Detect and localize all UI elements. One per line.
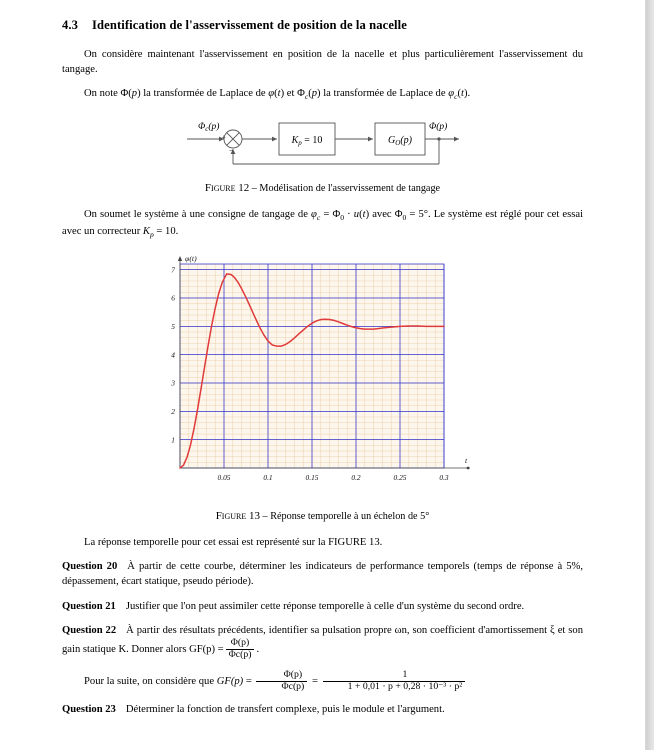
y-axis-arrow <box>177 256 181 261</box>
caption-figure13-text: Réponse temporelle à un échelon de 5° <box>270 510 430 522</box>
q22-fraction-denominator: Φc(p) <box>226 649 255 661</box>
y-tick-label: 2 <box>170 406 175 416</box>
paragraph-consigne: On soumet le système à une consigne de tangage de $\varphi_c = \Phi_0 \cdot u(t)$ avec $\Phi_0 = 5^\circ$. Le système est réglé pour cet essai avec un correcteur $K_p = 10$. <box>62 208 584 240</box>
question-21-label: Question 21 <box>62 600 116 612</box>
y-tick-label: 7 <box>170 265 175 275</box>
arrow-to-go <box>368 137 373 142</box>
x-tick-label: 0.05 <box>217 472 230 482</box>
question-23-label: Question 23 <box>62 703 116 715</box>
x-tick-label: 0.1 <box>262 472 273 482</box>
block-diagram-svg <box>173 113 473 175</box>
x-tick-label: 0.15 <box>305 472 318 482</box>
formula-fraction-2 <box>323 670 466 693</box>
question-20-label: Question 20 <box>62 560 118 572</box>
question-20-text: À partir de cette courbe, déterminer les indicateurs de performance temporels (temps de réponse à 5%, dépassement, écart statique, pseudo période). <box>62 560 584 588</box>
formula-lead: Pour la suite, on considère que <box>84 675 215 687</box>
y-axis-label: φ(t) <box>184 253 197 263</box>
label-block-go: $G_O(p)$ <box>387 134 412 147</box>
caption-figure12 <box>62 182 583 194</box>
caption-figure12-text: Modélisation de l'asservissement de tangage <box>259 182 441 194</box>
question-23-text: Déterminer la fonction de transfert complexe, puis le module et l'argument. <box>125 703 445 715</box>
y-tick-label: 3 <box>170 378 175 388</box>
q22-fraction-numerator: Φ(p) <box>230 637 250 649</box>
x-tick-label: 0.3 <box>438 472 449 482</box>
question-21 <box>62 599 583 614</box>
step-response-chart <box>158 250 488 500</box>
feedback-node-dot <box>437 137 440 140</box>
y-tick-label: 6 <box>170 293 175 303</box>
x-axis-label: t <box>464 455 467 465</box>
question-20 <box>62 559 583 590</box>
formula-frac2-num: 1 <box>402 669 408 681</box>
caption-figure12-dash: – <box>251 182 257 194</box>
caption-figure13 <box>62 510 583 522</box>
question-21-text: Justifier que l'on peut assimiler cette réponse temporelle à celle d'un système du second ordre. <box>125 600 525 612</box>
label-input: $\Phi_c(p)$ <box>197 121 219 133</box>
formula-gf <box>62 670 583 693</box>
formula-fraction-1 <box>256 670 307 693</box>
caption-figure12-label: Figure 12 <box>204 181 250 194</box>
arrow-to-kp <box>272 137 277 142</box>
block-diagram-figure12 <box>62 113 583 175</box>
caption-figure13-label: Figure 13 <box>215 509 260 522</box>
question-23 <box>62 702 583 717</box>
label-block-kp: $K_p = 10$ <box>291 134 322 147</box>
q22-fraction <box>226 638 255 661</box>
x-axis-end-dot <box>466 466 469 469</box>
x-tick-label: 0.25 <box>393 472 406 482</box>
formula-frac1-den: Φc(p) <box>256 681 307 693</box>
section-title-text: Identification de l'asservissement de position de la nacelle <box>92 18 407 32</box>
y-tick-label: 5 <box>170 321 175 331</box>
paragraph-reponse: La réponse temporelle pour cet essai est représenté sur la FIGURE 13. <box>84 536 383 548</box>
section-number: 4.3 <box>62 18 79 32</box>
x-tick-label: 0.2 <box>350 472 361 482</box>
formula-frac1-num: Φ(p) <box>283 669 303 681</box>
paragraph-intro: On considère maintenant l'asservissement en position de la nacelle et plus particulièrement l'asservissement du tangage. <box>62 49 583 76</box>
formula-eq1: = <box>245 675 252 687</box>
chart-figure13 <box>158 250 488 500</box>
question-22: Question 22 À partir des résultats précédents, identifier sa pulsation propre ωn, son coefficient d'amortissement ξ et son gain statique K. Donner alors GF(p) = $\frac{\Phi(p)}{\Phi c(p)}$ . <box>62 624 583 661</box>
formula-gf-symbol: GF(p) <box>216 675 244 687</box>
arrow-output <box>454 137 459 142</box>
label-sum-plus: + <box>221 132 226 142</box>
label-output: Φ(p) <box>428 121 447 132</box>
question-22-text: À partir des résultats précédents, identifier sa pulsation propre ωn, son coefficient d'amortissement ξ et son gain statique K. Donner alors GF(p) = <box>62 624 583 656</box>
formula-frac2-den: 1 + 0,01 · p + 0,28 · 10⁻³ · p² <box>323 681 466 693</box>
page-edge-shadow <box>646 0 654 750</box>
section-heading <box>62 18 583 33</box>
paragraph-laplace: On note Φ(p) la transformée de Laplace de φ(t) et $\Phi_c(p)$ la transformée de Laplace de $\varphi_c(t)$. <box>84 88 471 102</box>
y-tick-label: 4 <box>170 350 175 360</box>
formula-eq2: = <box>311 675 318 687</box>
y-tick-label: 1 <box>170 435 175 445</box>
question-22-label: Question 22 <box>62 624 117 636</box>
label-sum-minus: − <box>228 145 234 155</box>
caption-figure13-dash: – <box>262 510 268 522</box>
